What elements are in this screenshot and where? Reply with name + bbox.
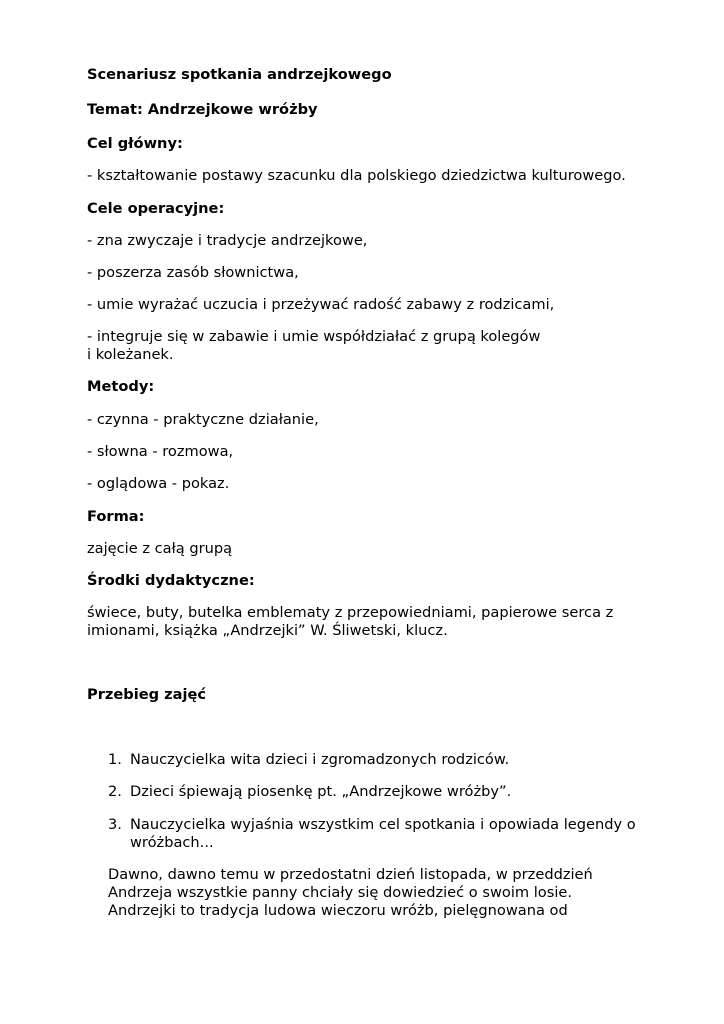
operational-goal-item: - poszerza zasób słownictwa, (87, 264, 299, 281)
course-heading: Przebieg zajęć (87, 686, 207, 703)
list-item-text-continuation: wróżbach... (130, 834, 214, 851)
form-heading: Forma: (87, 508, 145, 525)
list-item-text: Nauczycielka wita dzieci i zgromadzonych rodziców. (130, 751, 510, 768)
list-item-text: Dzieci śpiewają piosenkę pt. „Andrzejkowe wróżby”. (130, 783, 512, 800)
method-item: - czynna - praktyczne działanie, (87, 411, 319, 428)
teaching-aids-heading: Środki dydaktyczne: (87, 572, 255, 589)
operational-goal-item: - zna zwyczaje i tradycje andrzejkowe, (87, 232, 368, 249)
methods-heading: Metody: (87, 378, 155, 395)
list-item-number: 1. (108, 751, 122, 768)
main-goal-text: - kształtowanie postawy szacunku dla polskiego dziedzictwa kulturowego. (87, 167, 626, 184)
main-goal-heading: Cel główny: (87, 135, 183, 152)
operational-goals-heading: Cele operacyjne: (87, 200, 225, 217)
story-line: Dawno, dawno temu w przedostatni dzień listopada, w przeddzień (108, 866, 593, 883)
method-item: - słowna - rozmowa, (87, 443, 234, 460)
form-text: zajęcie z całą grupą (87, 540, 233, 557)
list-item-number: 3. (108, 816, 122, 833)
operational-goal-item: - integruje się w zabawie i umie współdziałać z grupą kolegów (87, 328, 541, 345)
story-line: Andrzejki to tradycja ludowa wieczoru wróżb, pielęgnowana od (108, 902, 568, 919)
teaching-aids-line: imionami, książka „Andrzejki” W. Śliwetski, klucz. (87, 622, 448, 639)
list-item-text: Nauczycielka wyjaśnia wszystkim cel spotkania i opowiada legendy o (130, 816, 636, 833)
story-line: Andrzeja wszystkie panny chciały się dowiedzieć o swoim losie. (108, 884, 573, 901)
document-title: Scenariusz spotkania andrzejkowego (87, 66, 392, 83)
operational-goal-item: - umie wyrażać uczucia i przeżywać radość zabawy z rodzicami, (87, 296, 555, 313)
operational-goal-item-continuation: i koleżanek. (87, 346, 174, 363)
teaching-aids-line: świece, buty, butelka emblematy z przepowiedniami, papierowe serca z (87, 604, 614, 621)
topic-heading: Temat: Andrzejkowe wróżby (87, 101, 318, 118)
list-item-number: 2. (108, 783, 122, 800)
method-item: - oglądowa - pokaz. (87, 475, 230, 492)
